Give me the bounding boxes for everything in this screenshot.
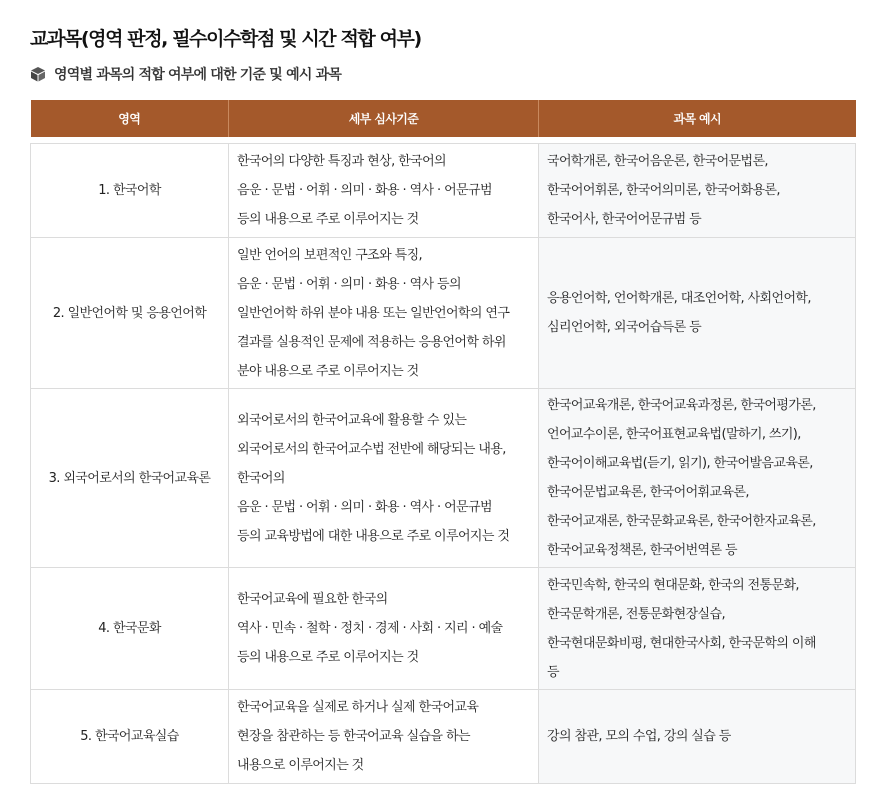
example-line: 국어학개론, 한국어음운론, 한국어문법론,	[547, 154, 768, 169]
example-line: 강의 참관, 모의 수업, 강의 실습 등	[547, 729, 731, 744]
criteria-line: 한국어의 다양한 특징과 현상, 한국어의	[237, 154, 446, 169]
criteria-line: 외국어로서의 한국어교수법 전반에 해당되는 내용,	[237, 441, 506, 457]
examples-cell	[539, 238, 856, 389]
criteria-cell	[229, 568, 539, 690]
area-cell: 3. 외국어로서의 한국어교육론	[31, 389, 229, 568]
criteria-line: 음운 · 문법 · 어휘 · 의미 · 화용 · 역사 등의	[237, 276, 461, 292]
example-line: 한국어이해교육법(듣기, 읽기), 한국어발음교육론,	[547, 456, 813, 471]
criteria-line: 결과를 실용적인 문제에 적용하는 응용언어학 하위	[237, 334, 506, 350]
example-line: 한국어문법교육론, 한국어어휘교육론,	[547, 485, 749, 500]
example-line: 한국어어휘론, 한국어의미론, 한국어화용론,	[547, 183, 780, 198]
examples-cell	[539, 144, 856, 238]
section-subtitle	[30, 64, 341, 84]
header-area: 영역	[31, 100, 229, 137]
examples-cell	[539, 389, 856, 568]
table-header-row	[31, 100, 856, 137]
example-line: 한국현대문화비평, 현대한국사회, 한국문학의 이해	[547, 635, 816, 651]
criteria-line: 일반 언어의 보편적인 구조와 특징,	[237, 247, 423, 263]
table-row	[31, 690, 856, 784]
criteria-line: 한국어교육에 필요한 한국의	[237, 592, 388, 607]
example-line: 한국어교육개론, 한국어교육과정론, 한국어평가론,	[547, 398, 816, 413]
example-line: 한국문학개론, 전통문화현장실습,	[547, 606, 726, 622]
examples-cell	[539, 568, 856, 690]
example-line: 등	[547, 664, 559, 680]
criteria-line: 등의 내용으로 주로 이루어지는 것	[237, 650, 419, 665]
criteria-line: 외국어로서의 한국어교육에 활용할 수 있는	[237, 412, 467, 428]
criteria-line: 내용으로 이루어지는 것	[237, 758, 364, 773]
subtitle-text: 영역별 과목의 적합 여부에 대한 기준 및 예시 과목	[54, 67, 342, 83]
page-title: 교과목(영역 판정, 필수이수학점 및 시간 적합 여부)	[30, 28, 421, 50]
examples-cell	[539, 690, 856, 784]
example-line: 한국어교육정책론, 한국어번역론 등	[547, 543, 737, 558]
example-line: 한국민속학, 한국의 현대문화, 한국의 전통문화,	[547, 577, 799, 593]
cube-icon	[30, 66, 46, 82]
criteria-line: 일반언어학 하위 분야 내용 또는 일반언어학의 연구	[237, 305, 510, 321]
area-cell: 1. 한국어학	[31, 144, 229, 238]
example-line: 응용언어학, 언어학개론, 대조언어학, 사회언어학,	[547, 291, 811, 306]
criteria-table	[30, 100, 856, 784]
area-cell: 4. 한국문화	[31, 568, 229, 690]
criteria-line: 음운 · 문법 · 어휘 · 의미 · 화용 · 역사 · 어문규범	[237, 183, 492, 198]
criteria-cell	[229, 238, 539, 389]
table-row	[31, 238, 856, 389]
criteria-line: 한국어교육을 실제로 하거나 실제 한국어교육	[237, 700, 479, 715]
area-cell: 2. 일반언어학 및 응용언어학	[31, 238, 229, 389]
criteria-line: 등의 내용으로 주로 이루어지는 것	[237, 212, 419, 227]
table-row	[31, 144, 856, 238]
criteria-line: 등의 교육방법에 대한 내용으로 주로 이루어지는 것	[237, 528, 510, 544]
example-line: 언어교수이론, 한국어표현교육법(말하기, 쓰기),	[547, 427, 801, 442]
criteria-line: 역사 · 민속 · 철학 · 정치 · 경제 · 사회 · 지리 · 예술	[237, 621, 503, 636]
criteria-line: 분야 내용으로 주로 이루어지는 것	[237, 363, 419, 379]
criteria-line: 현장을 참관하는 등 한국어교육 실습을 하는	[237, 729, 470, 744]
table-row	[31, 389, 856, 568]
example-line: 한국어사, 한국어어문규범 등	[547, 212, 702, 227]
criteria-cell	[229, 690, 539, 784]
header-examples: 과목 예시	[539, 100, 856, 137]
criteria-line: 음운 · 문법 · 어휘 · 의미 · 화용 · 역사 · 어문규범	[237, 499, 492, 515]
example-line: 한국어교재론, 한국문화교육론, 한국어한자교육론,	[547, 514, 816, 529]
header-criteria: 세부 심사기준	[229, 100, 539, 137]
criteria-cell	[229, 144, 539, 238]
area-cell: 5. 한국어교육실습	[31, 690, 229, 784]
example-line: 심리언어학, 외국어습득론 등	[547, 320, 702, 335]
criteria-line: 한국어의	[237, 470, 285, 486]
table-row	[31, 568, 856, 690]
criteria-cell	[229, 389, 539, 568]
